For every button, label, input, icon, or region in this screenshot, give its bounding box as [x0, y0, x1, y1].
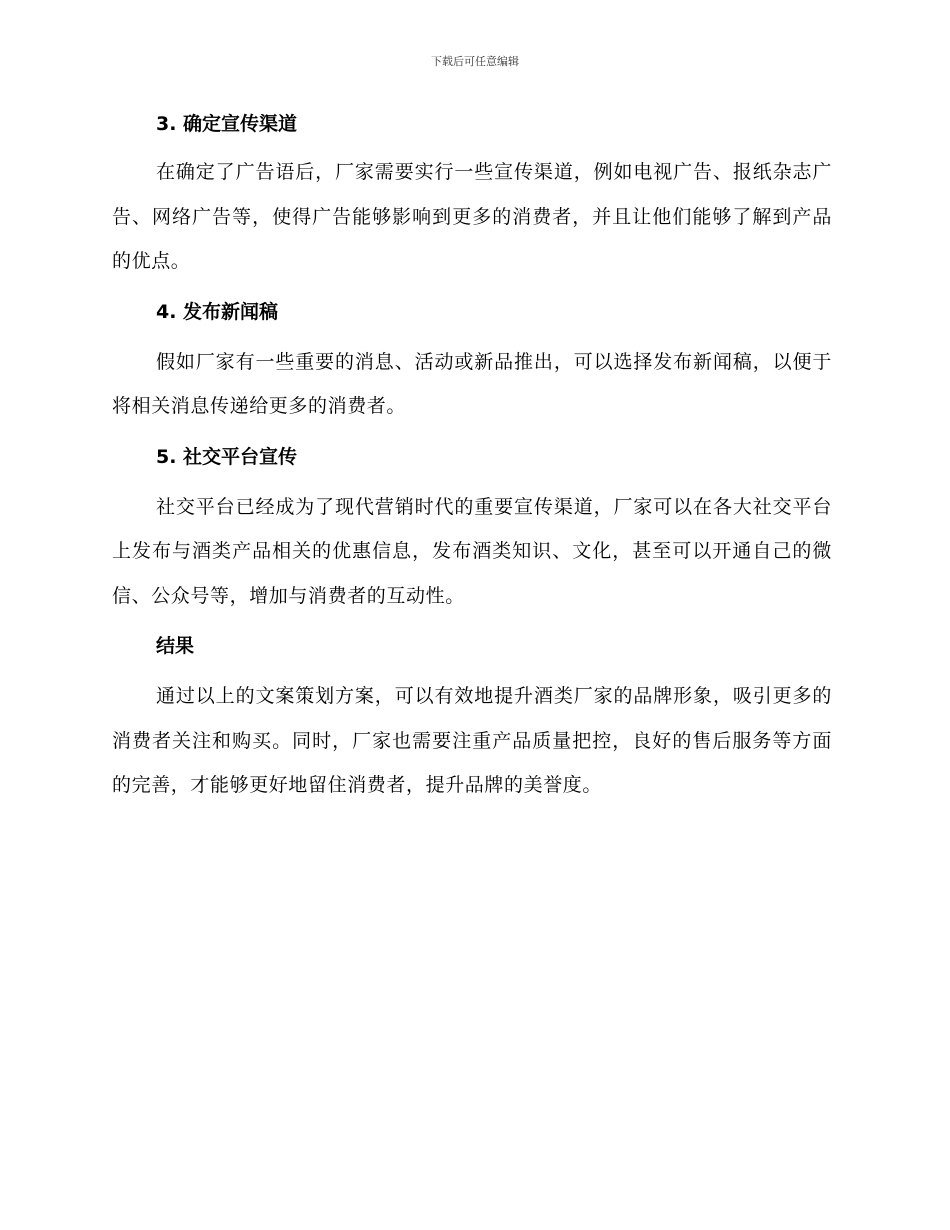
section-paragraph-social: 社交平台已经成为了现代营销时代的重要宣传渠道，厂家可以在各大社交平台上发布与酒类产品相关的优惠信息，发布酒类知识、文化，甚至可以开通自己的微信、公众号等，增加与消费者的互动性。 [112, 495, 832, 607]
section-paragraph-result: 通过以上的文案策划方案，可以有效地提升酒类厂家的品牌形象，吸引更多的消费者关注和购买。同时，厂家也需要注重产品质量把控，良好的售后服务等方面的完善，才能够更好地留住消费者，提升品牌的美誉度。 [112, 685, 832, 796]
section-heading-result: 结果 [156, 635, 195, 657]
section-heading-channels: 3. 确定宣传渠道 [156, 113, 298, 135]
section-heading-press-release: 4. 发布新闻稿 [156, 300, 279, 323]
section-heading-social: 5. 社交平台宣传 [156, 445, 298, 468]
document-body [112, 108, 832, 808]
section-paragraph-channels: 在确定了广告语后，厂家需要实行一些宣传渠道，例如电视广告、报纸杂志广告、网络广告等，使得广告能够影响到更多的消费者，并且让他们能够了解到产品的优点。 [112, 161, 832, 272]
section-paragraph-press-release: 假如厂家有一些重要的消息、活动或新品推出，可以选择发布新闻稿，以便于将相关消息传递给更多的消费者。 [112, 350, 832, 417]
page-header: 下载后可任意编辑 [431, 55, 519, 68]
